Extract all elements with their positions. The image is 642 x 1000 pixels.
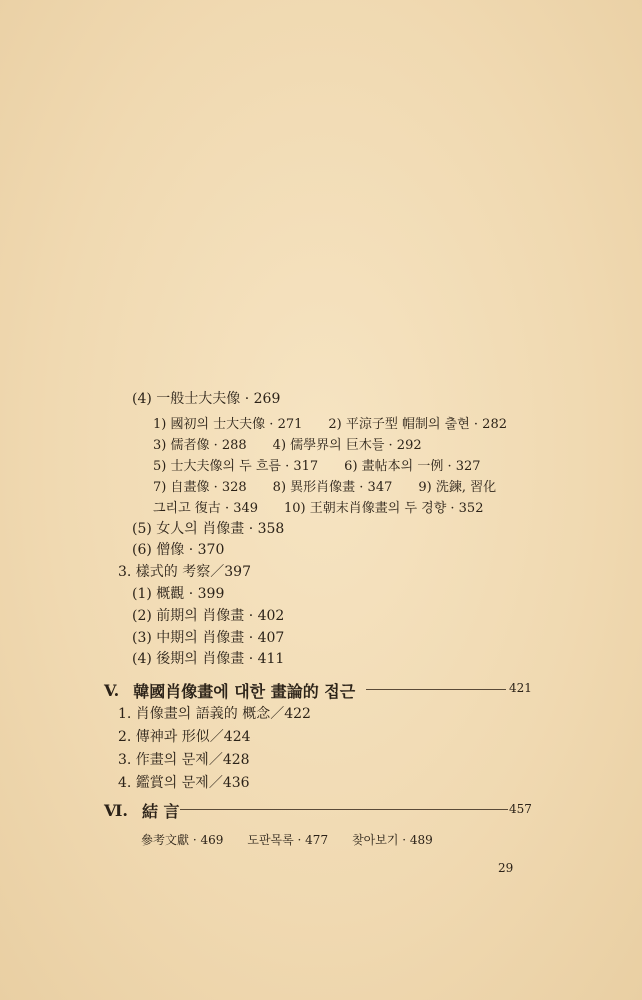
toc-footer bbox=[141, 831, 433, 848]
chapter6-number: Ⅵ. bbox=[104, 801, 128, 820]
chapter6-title: 結 言 bbox=[141, 802, 180, 821]
toc-chapter5-item-3: 3. 作畫의 문제／428 bbox=[118, 752, 250, 768]
chapter5-leader-line bbox=[366, 689, 506, 690]
footer-plate-list: 도판목록 · 477 bbox=[247, 833, 329, 847]
toc-item3-sub-4: (4) 後期의 肖像畫 · 411 bbox=[132, 651, 285, 667]
toc-item3-sub-2: (2) 前期의 肖像畫 · 402 bbox=[132, 608, 285, 624]
chapter5-title: 韓國肖像畫에 대한 畫論的 접근 bbox=[133, 682, 356, 701]
toc-item3-sub-3: (3) 中期의 肖像畫 · 407 bbox=[132, 630, 285, 646]
toc-sub4-line-2: 3) 儒者像 · 288 4) 儒學界의 巨木들 · 292 bbox=[153, 438, 422, 453]
toc-item3: 3. 樣式的 考察／397 bbox=[118, 564, 251, 580]
toc-chapter5-item-4: 4. 鑑賞의 문제／436 bbox=[118, 775, 250, 791]
chapter5-page: 421 bbox=[509, 681, 532, 695]
toc-sub4: (4) 一般士大夫像 · 269 bbox=[132, 391, 281, 407]
chapter6-page: 457 bbox=[509, 802, 532, 816]
toc-sub5: (5) 女人의 肖像畫 · 358 bbox=[132, 521, 285, 537]
toc-sub6: (6) 僧像 · 370 bbox=[132, 542, 225, 558]
toc-chapter5-item-1: 1. 肖像畫의 語義的 概念／422 bbox=[118, 706, 311, 722]
chapter6-leader-line bbox=[180, 809, 508, 810]
toc-chapter5-item-2: 2. 傳神과 形似／424 bbox=[118, 729, 251, 745]
chapter6-heading bbox=[104, 799, 180, 822]
toc-sub4-line-5: 그리고 復古 · 349 10) 王朝末肖像畫의 두 경향 · 352 bbox=[153, 501, 484, 516]
footer-references: 參考文獻 · 469 bbox=[141, 833, 224, 847]
toc-sub4-line-3: 5) 士大夫像의 두 흐름 · 317 6) 畫帖本의 一例 · 327 bbox=[153, 459, 481, 474]
chapter5-number: V. bbox=[104, 681, 120, 700]
chapter5-heading bbox=[104, 679, 355, 702]
toc-item3-sub-1: (1) 概觀 · 399 bbox=[132, 586, 225, 602]
page-number: 29 bbox=[498, 861, 514, 875]
toc-sub4-line-4: 7) 自畫像 · 328 8) 異形肖像畫 · 347 9) 洗鍊, 習化 bbox=[153, 480, 497, 495]
footer-index: 찾아보기 · 489 bbox=[352, 833, 433, 847]
toc-sub4-line-1: 1) 國初의 士大夫像 · 271 2) 平涼子型 帽制의 출현 · 282 bbox=[153, 417, 507, 432]
